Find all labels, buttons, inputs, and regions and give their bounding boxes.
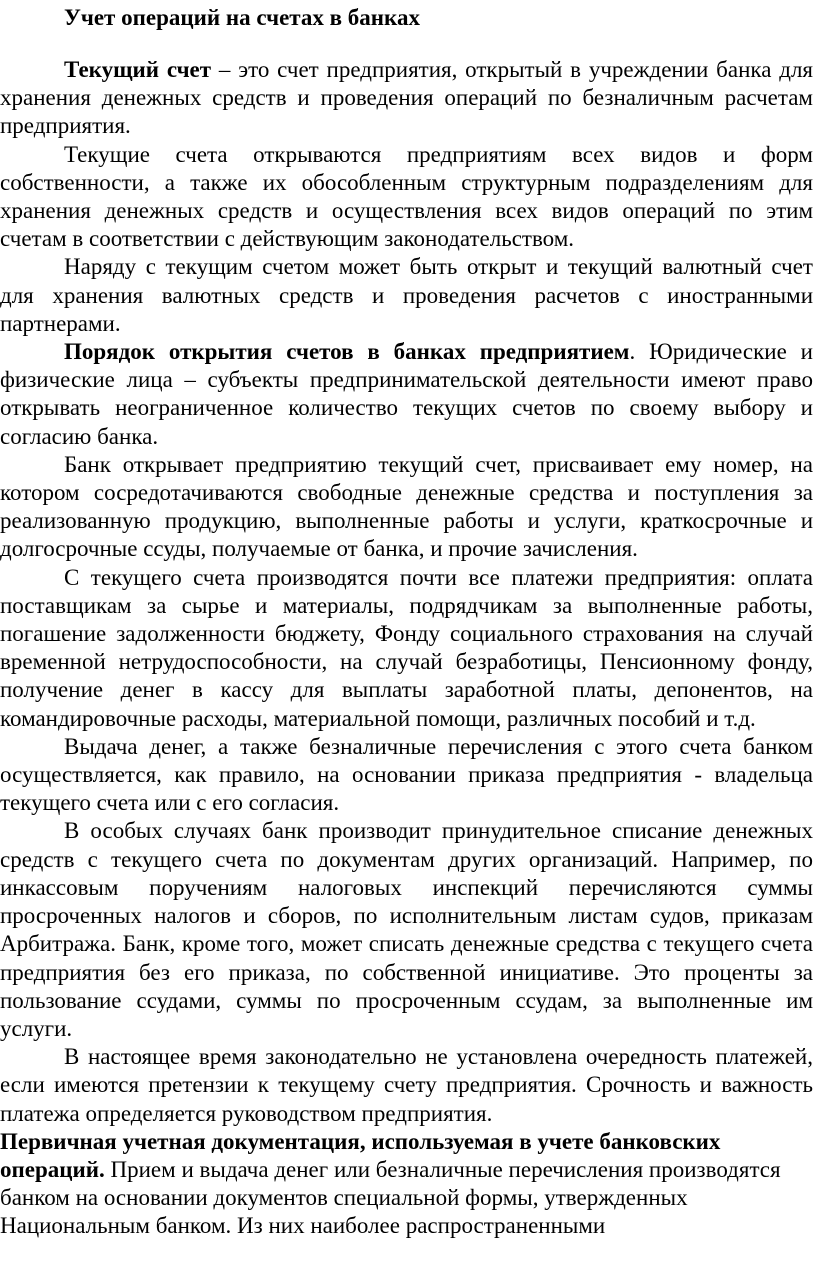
paragraph-payments: С текущего счета производятся почти все платежи предприятия: оплата поставщикам за сырье и материалы, подрядчикам за выполненные работы, погашение задолженности бюджету, Фонду социального страхования на случай временной нетрудоспособности, на случай безработицы, Пенсионному фонду, получение денег в кассу для выплаты заработной платы, депонентов, на командировочные расходы, материальной помощи, различных пособий и т.д. xyxy=(0,564,813,731)
paragraph-text: Прием и выдача денег или безналичные перечисления производятся банком на основании документов специальной формы, утвержденных Национальным банком. Из них наиболее распространенными xyxy=(0,1156,781,1239)
paragraph-opening-procedure xyxy=(0,338,813,451)
document-body xyxy=(0,56,813,1241)
paragraph-current-account xyxy=(0,56,813,141)
paragraph-text: – это счет предприятия, открытый в учреждении банка для хранения денежных средств и проведения операций по безналичным расчетам предприятия. xyxy=(0,57,814,139)
paragraph-bank-opens: Банк открывает предприятию текущий счет, присваивает ему номер, на котором сосредотачиваются свободные денежные средства и поступления за реализованную продукцию, выполненные работы и услуги, краткосрочные и долгосрочные ссуды, получаемые от банка, и прочие зачисления. xyxy=(0,451,813,562)
paragraph-text: . Юридические и физические лица – субъекты предпринимательской деятельности имеют право открывать неограниченное количество текущих счетов по своему выбору и согласию банка. xyxy=(0,339,813,449)
paragraph-cash-issue: Выдача денег, а также безналичные перечисления с этого счета банком осуществляется, как правило, на основании приказа предприятия - владельца текущего счета или с его согласия. xyxy=(0,733,813,816)
paragraph-forced-debit: В особых случаях банк производит принудительное списание денежных средств с текущего счета по документам других организаций. Например, по инкассовым поручениям налоговых инспекций перечисляются суммы просроченных налогов и сборов, по исполнительным листам судов, приказам Арбитража. Банк, кроме того, может списать денежные средства с текущего счета предприятия без его приказа, по собственной инициативе. Это проценты за пользование ссудами, суммы по просроченным ссудам, за выполненные им услуги. xyxy=(0,818,813,1041)
term-opening-procedure: Порядок открытия счетов в банках предприятием xyxy=(64,339,630,365)
paragraph-primary-docs xyxy=(0,1128,813,1241)
term-primary-docs: Первичная учетная документация, используемая в учете банковских операций. xyxy=(0,1128,721,1182)
paragraph-currency-account: Наряду с текущим счетом может быть открыт и текущий валютный счет для хранения валютных средств и проведения расчетов с иностранными партнерами. xyxy=(0,254,813,336)
paragraph-payment-order: В настоящее время законодательно не установлена очередность платежей, если имеются претензии к текущему счету предприятия. Срочность и важность платежа определяется руководством предприятия. xyxy=(0,1044,813,1126)
term-current-account: Текущий счет xyxy=(64,57,212,82)
document-heading: Учет операций на счетах в банках xyxy=(64,5,420,30)
paragraph-opening: Текущие счета открываются предприятиям всех видов и форм собственности, а также их обособленным структурным подразделениям для хранения денежных средств и осуществления всех видов операций по этим счетам в соответствии с действующим законодательством. xyxy=(0,141,813,252)
